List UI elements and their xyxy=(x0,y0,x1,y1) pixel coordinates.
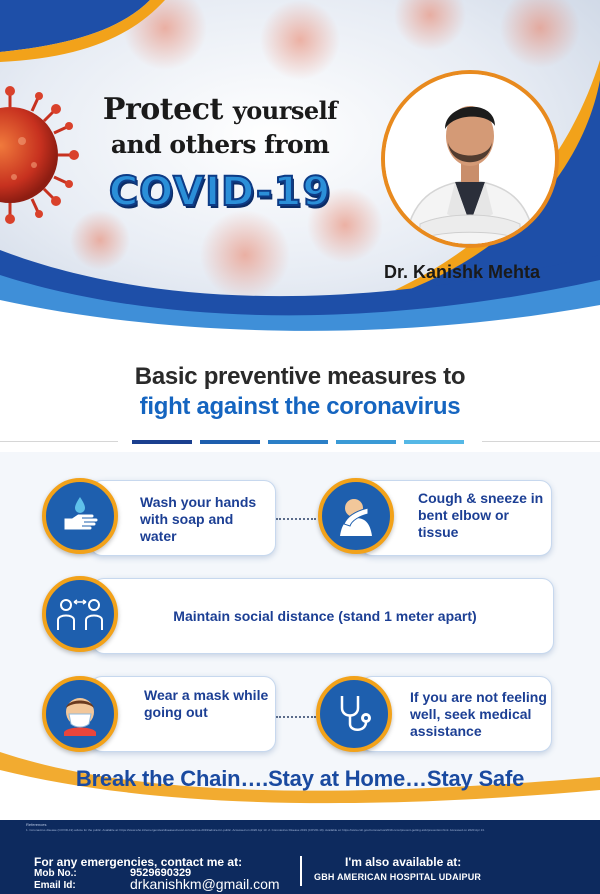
doctor-name: Dr. Kanishk Mehta xyxy=(384,262,541,282)
footer-separator xyxy=(300,856,302,886)
connector-dots xyxy=(276,518,316,520)
tip-icon-cough xyxy=(318,478,394,554)
hero-title-line2: and others from xyxy=(110,130,330,159)
divider-right xyxy=(482,441,600,442)
hospital-name: GBH AMERICAN HOSPITAL UDAIPUR xyxy=(314,872,482,882)
color-stripes xyxy=(132,440,464,444)
divider-left xyxy=(0,441,118,442)
wash-hands-icon xyxy=(58,494,102,538)
stripe xyxy=(336,440,396,444)
email-label: Email Id: xyxy=(34,880,76,891)
section-heading xyxy=(0,362,600,422)
tip-distance-text: Maintain social distance (stand 1 meter apart) xyxy=(173,608,477,624)
mob-number[interactable]: 9529690329 xyxy=(130,867,192,879)
stripe xyxy=(404,440,464,444)
stethoscope-icon xyxy=(332,692,376,736)
social-distance-icon xyxy=(56,592,104,636)
heading-line2: fight against the coronavirus xyxy=(139,393,461,420)
email-address[interactable]: drkanishkm@gmail.com xyxy=(130,876,280,892)
stripe xyxy=(200,440,260,444)
hero-headline xyxy=(60,92,380,217)
references xyxy=(26,828,586,832)
cough-icon xyxy=(334,494,378,538)
reference-1: 1. Coronavirus disease (COVID-19) advice for the public. Available at: https://www.who.int/emergencies/diseases/novel-coronavirus-2019/advice-for-public. Accessed on 2020 Apr 13. xyxy=(26,828,268,832)
tip-cough-text: Cough & sneeze in bent elbow or tissue xyxy=(418,490,544,540)
mask-icon xyxy=(58,692,102,736)
connector-dots xyxy=(276,716,316,718)
mob-label: Mob No.: xyxy=(34,868,77,879)
stripe xyxy=(132,440,192,444)
reference-2: 2. Coronavirus Disease 2019 (COVID-19). Available at: https://www.cdc.gov/coronavirus/2019-ncov/prevent-getting-sick/prevention.html. Accessed on 2020 Apr 13. xyxy=(268,828,485,832)
doctor-photo xyxy=(381,70,559,248)
tip-icon-mask xyxy=(42,676,118,752)
hero-banner xyxy=(0,0,600,340)
tip-icon-medical xyxy=(316,676,392,752)
tip-wash-text: Wash your hands with soap and water xyxy=(140,494,257,544)
contact-title: For any emergencies, contact me at: xyxy=(34,855,243,869)
slogan: Break the Chain….Stay at Home…Stay Safe xyxy=(75,766,525,791)
hero-covid-title: COVID-19 xyxy=(108,169,332,215)
tip-medical-text: If you are not feeling well, seek medical assistance xyxy=(410,689,547,739)
hero-title-word1: Protect xyxy=(102,92,223,127)
references-label: References xyxy=(26,822,47,827)
doctor-portrait xyxy=(385,74,555,244)
availability-title: I'm also available at: xyxy=(345,855,462,869)
stripe xyxy=(268,440,328,444)
tip-icon-distance xyxy=(42,576,118,652)
heading-line1: Basic preventive measures to xyxy=(134,363,466,390)
tip-icon-wash xyxy=(42,478,118,554)
hero-title-word2: yourself xyxy=(232,96,338,125)
tip-mask-text: Wear a mask while going out xyxy=(144,687,269,720)
